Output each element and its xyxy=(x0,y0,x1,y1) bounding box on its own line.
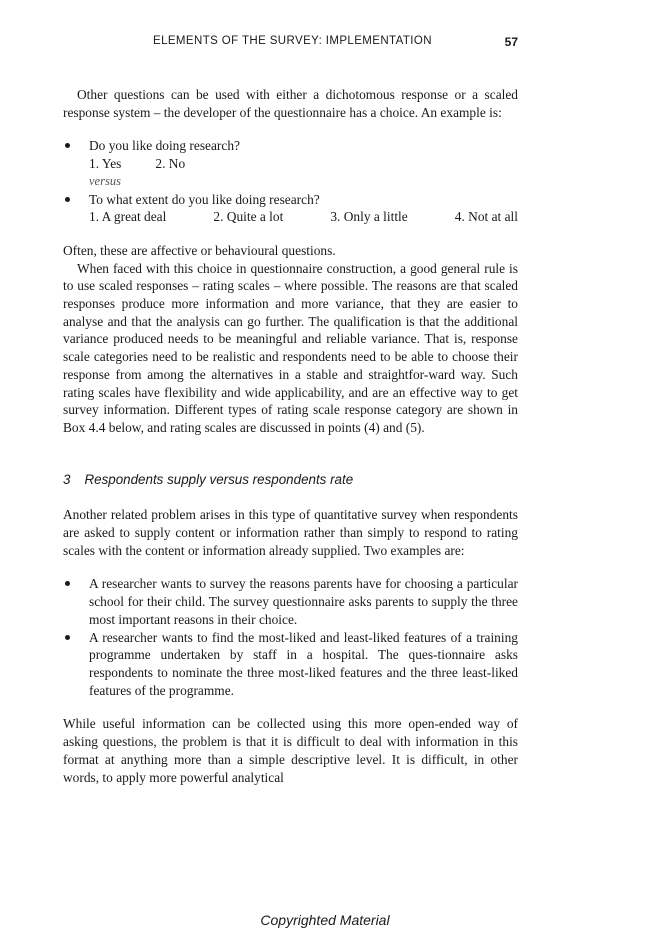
intro-paragraph: Other questions can be used with either a dichotomous response or a scaled response system – the developer of the questionnaire has a choice. An example is: xyxy=(63,87,518,120)
paragraph-while: While useful information can be collected using this more open-ended way of asking questions, the problem is that it is difficult to deal with information in this format at anything more than a simple descriptive level. It is difficult, in other words, to apply more powerful analytical xyxy=(63,716,518,785)
section-heading xyxy=(63,471,518,489)
bullet-icon xyxy=(65,635,70,640)
option-quite-a-lot: 2. Quite a lot xyxy=(213,209,284,225)
versus-label: versus xyxy=(89,173,121,188)
paragraph-another: Another related problem arises in this type of quantitative survey when respondents are asked to supply content or information rather than simply to respond to rating scales with the content or information already supplied. Two examples are: xyxy=(63,507,518,558)
running-header xyxy=(63,35,518,51)
list-item xyxy=(63,575,518,628)
bullet-icon xyxy=(65,197,70,202)
example-list xyxy=(63,137,518,226)
question-1-text: Do you like doing research? xyxy=(89,138,240,154)
list-item xyxy=(63,629,518,700)
copyright-footer: Copyrighted Material xyxy=(260,912,390,928)
page-number: 57 xyxy=(504,35,518,49)
question-1-options xyxy=(89,155,518,173)
paragraph-often: Often, these are affective or behavioural questions. xyxy=(63,242,336,258)
option-no: 2. No xyxy=(155,156,186,172)
question-2-text: To what extent do you like doing research? xyxy=(89,191,320,207)
bullet-icon xyxy=(65,143,70,148)
list-item-text: A researcher wants to survey the reasons parents have for choosing a particular school for their child. The survey questionnaire asks parents to supply the three most important reasons in their choice. xyxy=(89,576,518,627)
option-only-a-little: 3. Only a little xyxy=(330,209,408,225)
page-body xyxy=(63,86,518,786)
option-not-at-all: 4. Not at all xyxy=(454,209,518,225)
example-question-1 xyxy=(63,137,518,190)
option-great-deal: 1. A great deal xyxy=(89,209,167,225)
list-item-text: A researcher wants to find the most-liked and least-liked features of a training programme undertaken by staff in a hospital. The ques-tionnaire asks respondents to nominate the three most-liked features and the three least-liked features of the programme. xyxy=(89,629,518,698)
section-number: 3 xyxy=(63,471,71,487)
example-question-2 xyxy=(63,191,518,226)
section-title: Respondents supply versus respondents rate xyxy=(84,471,354,487)
option-yes: 1. Yes xyxy=(89,156,122,172)
header-title: ELEMENTS OF THE SURVEY: IMPLEMENTATION xyxy=(153,35,432,47)
bullet-icon xyxy=(65,581,70,586)
question-2-options xyxy=(89,208,518,226)
examples-list-2 xyxy=(63,575,518,699)
paragraph-when-faced: When faced with this choice in questionnaire construction, a good general rule is to use scaled responses – rating scales – where possible. The reasons are that scaled responses produce more information and more variance, that they are easier to analyse and that the analysis can go further. The qualification is that the additional variance produced needs to be meaningful and reliable variance. That is, response scale categories need to be realistic and respondents need to be able to choose their response from among the alternatives in a stable and straightfor-ward way. Such rating scales have flexibility and wide applicability, and are an effective way to get survey information. Different types of rating scale response category are shown in Box 4.4 below, and rating scales are discussed in points (4) and (5). xyxy=(63,260,518,435)
